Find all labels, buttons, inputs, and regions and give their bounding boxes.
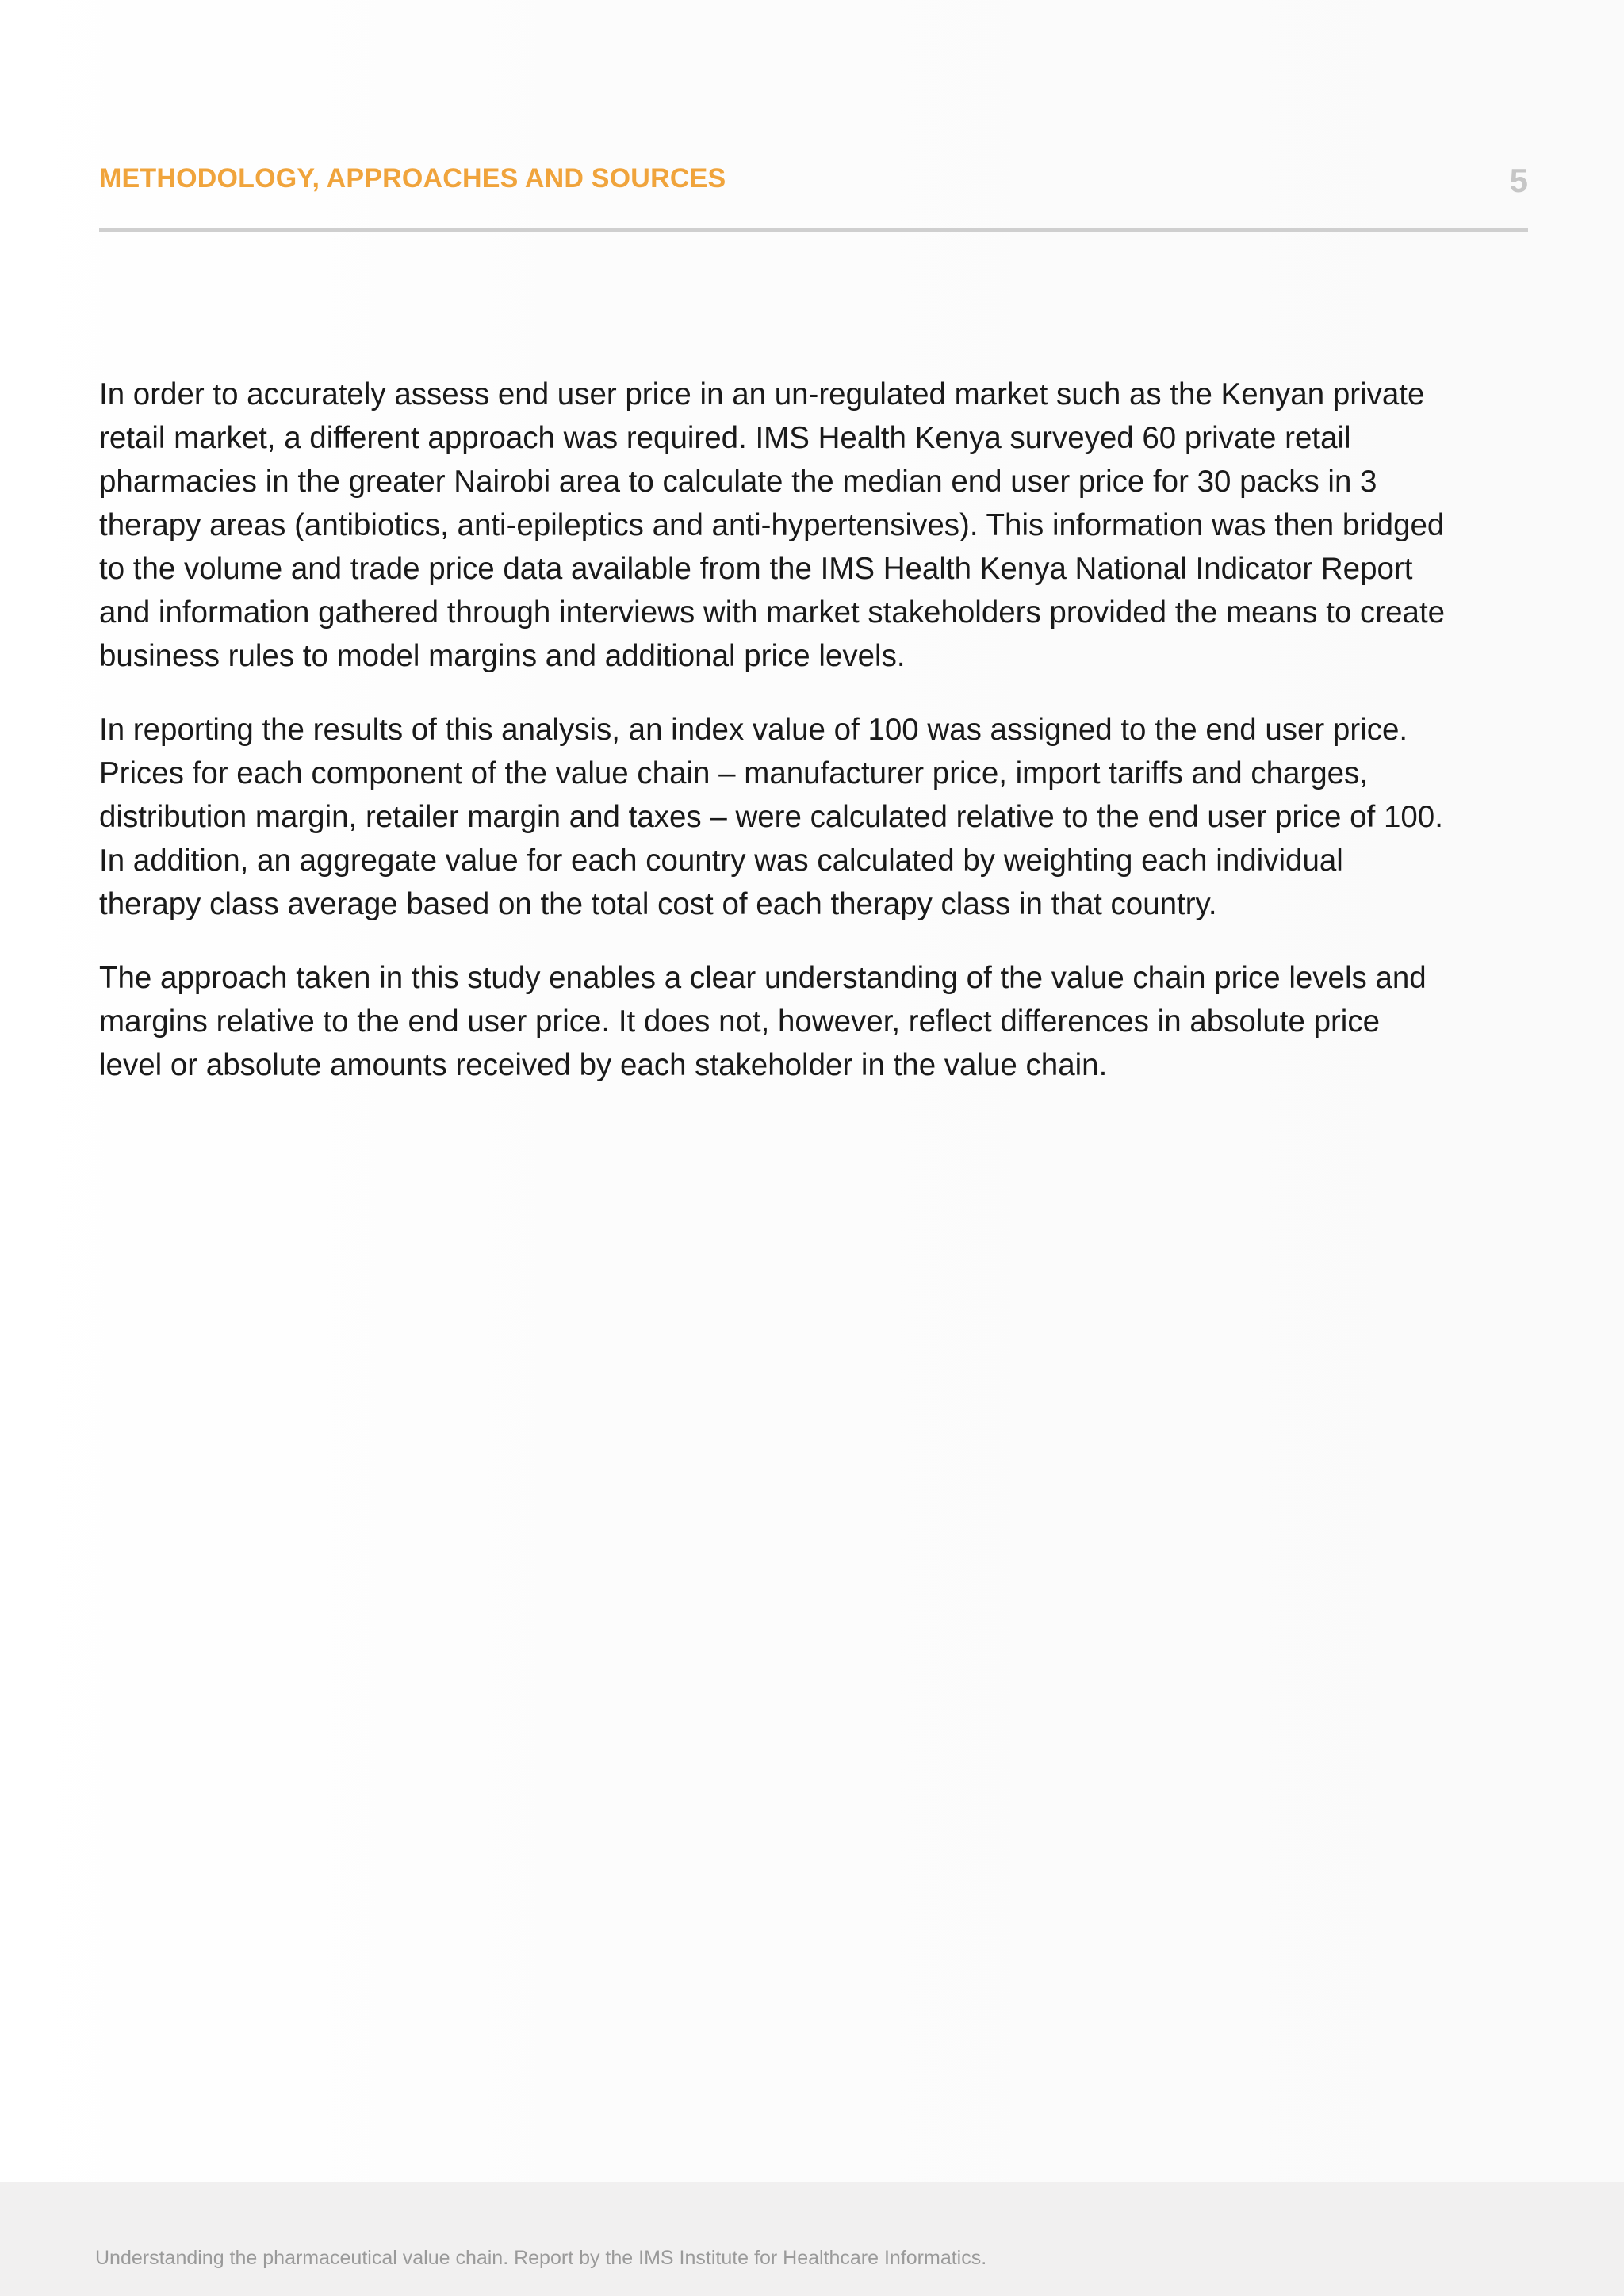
page-number: 5 [1509, 162, 1528, 199]
paragraph-3: The approach taken in this study enables a clear understanding of the value chain price levels and margins relative to the end user price. It does not, however, reflect differences in absolute price level or absolute amounts received by each stakeholder in the value chain. [99, 961, 1427, 1082]
paragraph-2: In reporting the results of this analysis, an index value of 100 was assigned to the end user price. Prices for each component of the value chain – manufacturer price, import tariffs and charges, distribution margin, retailer margin and taxes – were calculated relative to the end user price of 100. In addition, an aggregate value for each country was calculated by weighting each individual therapy class average based on the total cost of each therapy class in that country. [99, 713, 1443, 921]
page-header [99, 159, 1528, 232]
page-footer [0, 2182, 1624, 2296]
body-text [99, 373, 1447, 1117]
footer-text: Understanding the pharmaceutical value chain. Report by the IMS Institute for Healthcare Informatics. [95, 2247, 987, 2269]
section-title: METHODOLOGY, APPROACHES AND SOURCES [99, 163, 726, 193]
paragraph-1: In order to accurately assess end user price in an un-regulated market such as the Kenyan private retail market, a different approach was required. IMS Health Kenya surveyed 60 private retail pharmacies in the greater Nairobi area to calculate the median end user price for 30 packs in 3 therapy areas (antibiotics, anti-epileptics and anti-hypertensives). This information was then bridged to the volume and trade price data available from the IMS Health Kenya National Indicator Report and information gathered through interviews with market stakeholders provided the means to create business rules to model margins and additional price levels. [99, 377, 1446, 673]
